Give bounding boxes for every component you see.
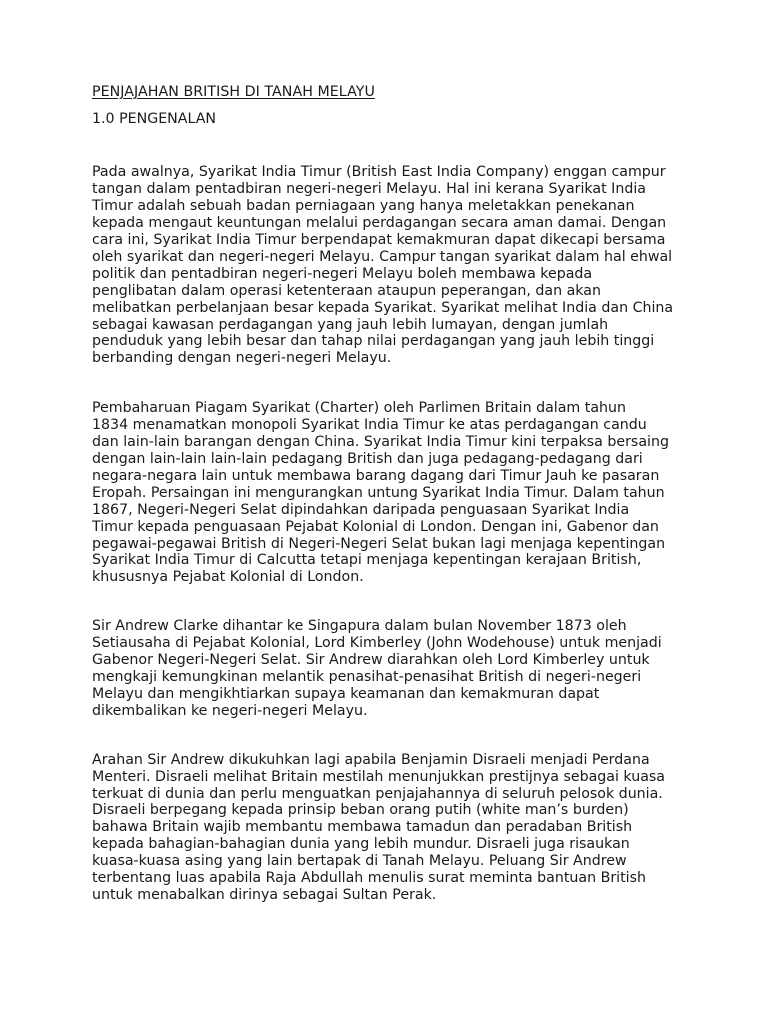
paragraph-4: Arahan Sir Andrew dikukuhkan lagi apabila Benjamin Disraeli menjadi Perdana Menteri. Disraeli melihat Britain mestilah menunjukkan prestijnya sebagai kuasa terkuat di dunia dan perlu menguatkan penjajahannya di seluruh pelosok dunia. Disraeli berpegang kepada prinsip beban orang putih (white man’s burden) bahawa Britain wajib membantu membawa tamadun dan peradaban British kepada bahagian-bahagian dunia yang lebih mundur. Disraeli juga risaukan kuasa-kuasa asing yang lain bertapak di Tanah Melayu. Peluang Sir Andrew terbentang luas apabila Raja Abdullah menulis surat meminta bantuan British untuk menabalkan dirinya sebagai Sultan Perak.	[92, 751, 665, 903]
section-heading: 1.0 PENGENALAN	[92, 111, 217, 128]
paragraph-1: Pada awalnya, Syarikat India Timur (British East India Company) enggan campur tangan dalam pentadbiran negeri-negeri Melayu. Hal ini kerana Syarikat India Timur adalah sebuah badan perniagaan yang hanya meletakkan penekanan kepada mengaut keuntungan melalui perdagangan secara aman damai. Dengan cara ini, Syarikat India Timur berpendapat kemakmuran dapat dikecapi bersama oleh syarikat dan negeri-negeri Melayu. Campur tangan syarikat dalam hal ehwal politik dan pentadbiran negeri-negeri Melayu boleh membawa kepada penglibatan dalam operasi ketenteraan ataupun peperangan, dan akan melibatkan perbelanjaan besar kepada Syarikat. Syarikat melihat India dan China sebagai kawasan perdagangan yang jauh lebih lumayan, dengan jumlah penduduk yang lebih besar dan tahap nilai perdagangan yang jauh lebih tinggi berbanding dengan negeri-negeri Melayu.	[92, 164, 674, 367]
paragraph-3: Sir Andrew Clarke dihantar ke Singapura dalam bulan November 1873 oleh Setiausaha di Pejabat Kolonial, Lord Kimberley (John Wodehouse) untuk menjadi Gabenor Negeri-Negeri Selat. Sir Andrew diarahkan oleh Lord Kimberley untuk mengkaji kemungkinan melantik penasihat-penasihat British di negeri-negeri Melayu dan mengikhtiarkan supaya keamanan dan kemakmuran dapat dikembalikan ke negeri-negeri Melayu.	[92, 618, 662, 719]
document-body	[92, 84, 682, 904]
document-title: PENJAJAHAN BRITISH DI TANAH MELAYU	[92, 84, 375, 100]
paragraph-2: Pembaharuan Piagam Syarikat (Charter) oleh Parlimen Britain dalam tahun 1834 menamatkan monopoli Syarikat India Timur ke atas perdagangan candu dan lain-lain barangan dengan China. Syarikat India Timur kini terpaksa bersaing dengan lain-lain lain-lain pedagang British dan juga pedagang-pedagang dari negara-negara lain untuk membawa barang dagang dari Timur Jauh ke pasaran Eropah. Persaingan ini mengurangkan untung Syarikat India Timur. Dalam tahun 1867, Negeri-Negeri Selat dipindahkan daripada penguasaan Syarikat India Timur kepada penguasaan Pejabat Kolonial di London. Dengan ini, Gabenor dan pegawai-pegawai British di Negeri-Negeri Selat bukan lagi menjaga kepentingan Syarikat India Timur di Calcutta tetapi menjaga kepentingan kerajaan British, khususnya Pejabat Kolonial di London.	[92, 400, 669, 586]
